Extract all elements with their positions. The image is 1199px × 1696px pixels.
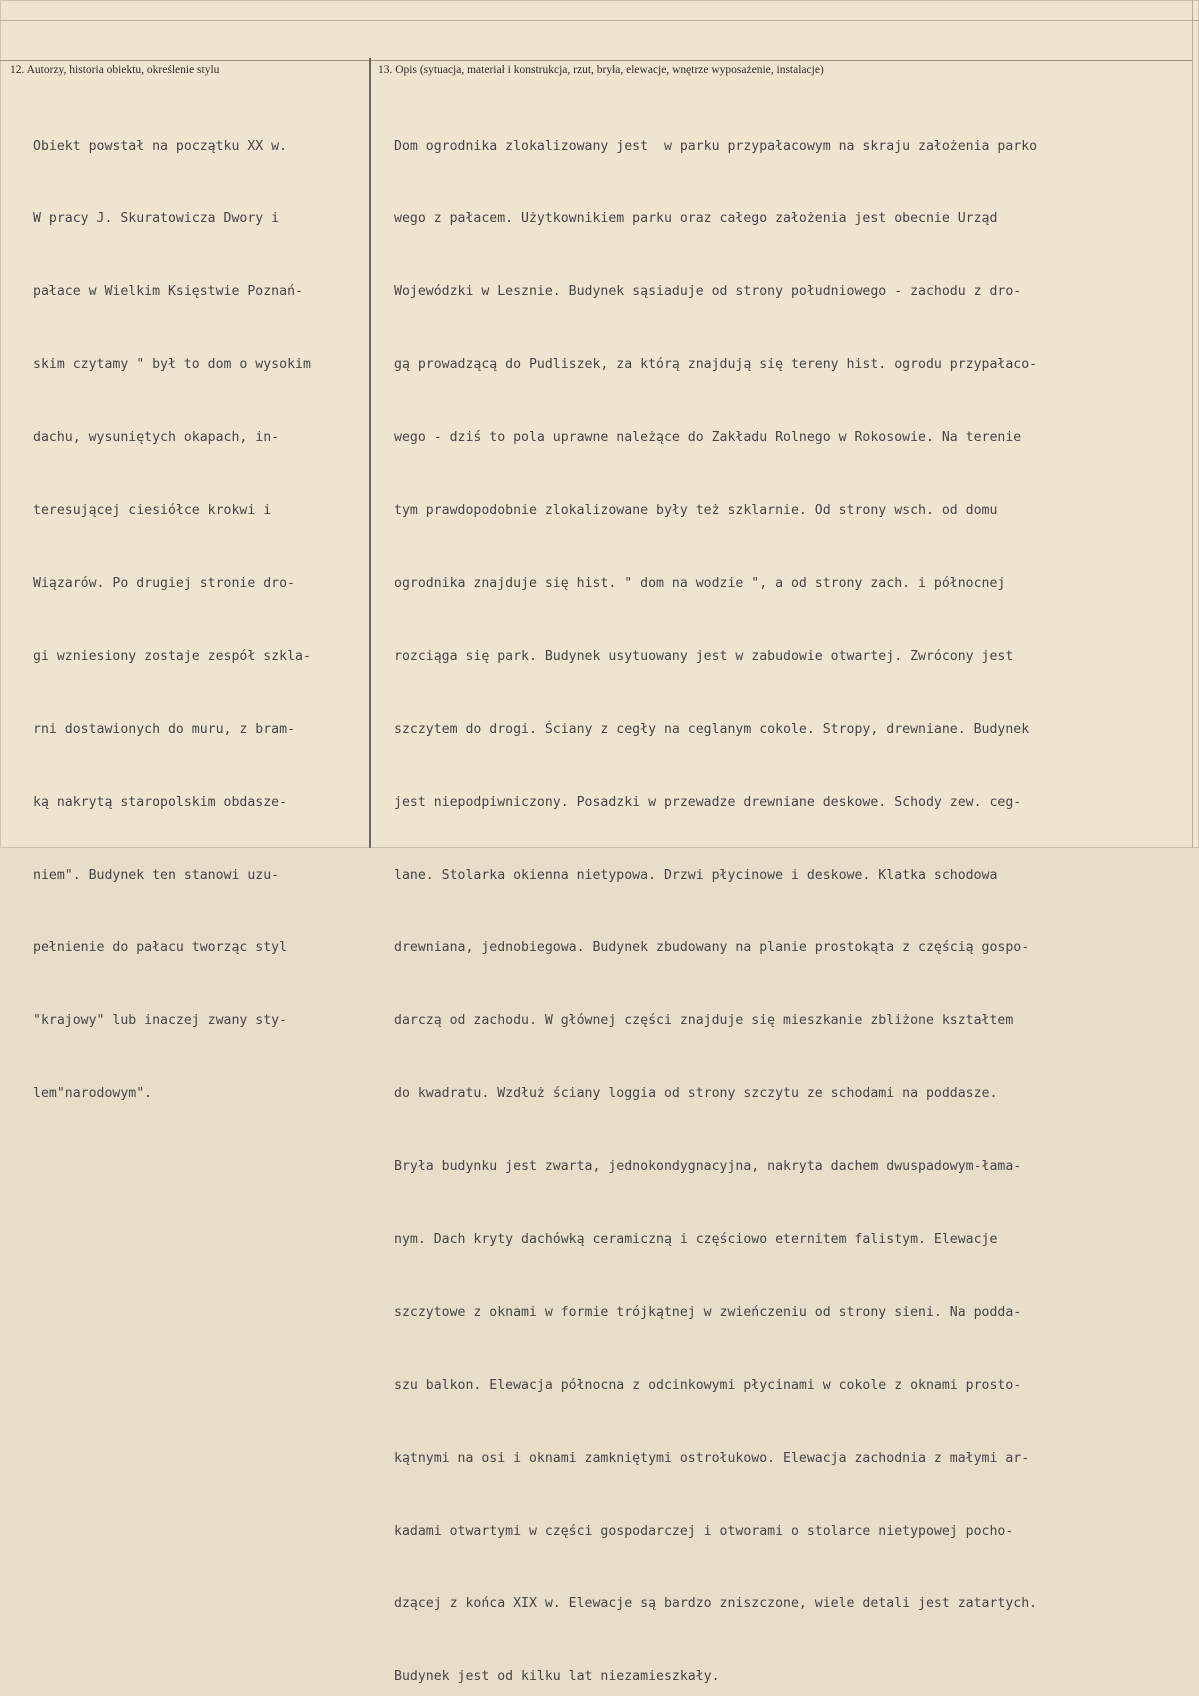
text-line: szczytowe z oknami w formie trójkątnej w zwieńczeniu od strony sieni. Na podda- [394, 1304, 1022, 1320]
text-line: kątnymi na osi i oknami zamkniętymi ostrołukowo. Elewacja zachodnia z małymi ar- [394, 1450, 1030, 1466]
text-line: wego z pałacem. Użytkownikiem parku oraz całego założenia jest obecnie Urząd [394, 211, 998, 227]
text-line: jest niepodpiwniczony. Posadzki w przewadze drewniane deskowe. Schody zew. ceg- [394, 794, 1022, 810]
text-line: Wiązarów. Po drugiej stronie dro- [33, 575, 296, 591]
column-divider [369, 58, 371, 848]
text-line: Dom ogrodnika zlokalizowany jest w parku przypałacowym na skraju założenia parko [394, 138, 1038, 154]
text-line: szu balkon. Elewacja północna z odcinkowymi płycinami w cokole z oknami prosto- [394, 1377, 1022, 1393]
text-line: szczytem do drogi. Ściany z cegły na ceglanym cokole. Stropy, drewniane. Budynek [394, 721, 1030, 737]
text-line: lem"narodowym". [33, 1086, 153, 1102]
text-line: "krajowy" lub inaczej zwany sty- [33, 1013, 288, 1029]
text-line: dzącej z końca XIX w. Elewacje są bardzo zniszczone, wiele detali jest zatartych. [394, 1596, 1038, 1612]
text-line: ogrodnika znajduje się hist. " dom na wodzie ", a od strony zach. i północnej [394, 575, 1006, 591]
text-line: pałace w Wielkim Księstwie Poznań- [33, 284, 303, 300]
section-12-text [33, 86, 368, 1155]
text-line: Bryła budynku jest zwarta, jednokondygnacyjna, nakryta dachem dwuspadowym-łama- [394, 1159, 1022, 1175]
text-line: nym. Dach kryty dachówką ceramiczną i częściowo eternitem falistym. Elewacje [394, 1231, 998, 1247]
text-line: rozciąga się park. Budynek usytuowany jest w zabudowie otwartej. Zwrócony jest [394, 648, 1014, 664]
text-line: kadami otwartymi w części gospodarczej i otworami o stolarce nietypowej pocho- [394, 1523, 1014, 1539]
text-line: do kwadratu. Wzdłuż ściany loggia od strony szczytu ze schodami na poddasze. [394, 1086, 998, 1102]
text-line: dachu, wysuniętych okapach, in- [33, 430, 280, 446]
section-12-heading: 12. Autorzy, historia obiektu, określenie stylu [10, 64, 220, 76]
text-line: Wojewódzki w Lesznie. Budynek sąsiaduje od strony południowego - zachodu z dro- [394, 284, 1022, 300]
text-line: ką nakrytą staropolskim obdasze- [33, 794, 288, 810]
text-line: rni dostawionych do muru, z bram- [33, 721, 296, 737]
text-line: gą prowadzącą do Pudliszek, za którą znajdują się tereny hist. ogrodu przypałaco- [394, 357, 1038, 373]
top-border [0, 0, 1199, 21]
text-line: tym prawdopodobnie zlokalizowane były też szklarnie. Od strony wsch. od domu [394, 503, 998, 519]
section-13-text [394, 86, 1194, 1696]
text-line: Obiekt powstał na początku XX w. [33, 138, 288, 154]
header-rule [0, 60, 1192, 61]
section-13-heading: 13. Opis (sytuacja, materiał i konstrukcja, rzut, bryła, elewacje, wnętrze wyposażenie, instalacje) [378, 64, 824, 76]
text-line: W pracy J. Skuratowicza Dwory i [33, 211, 280, 227]
text-line: skim czytamy " był to dom o wysokim [33, 357, 311, 373]
text-line: niem". Budynek ten stanowi uzu- [33, 867, 280, 883]
text-line: darczą od zachodu. W głównej części znajduje się mieszkanie zbliżone kształtem [394, 1013, 1014, 1029]
text-line: drewniana, jednobiegowa. Budynek zbudowany na planie prostokąta z częścią gospo- [394, 940, 1030, 956]
text-line: lane. Stolarka okienna nietypowa. Drzwi płycinowe i deskowe. Klatka schodowa [394, 867, 998, 883]
text-line: gi wzniesiony zostaje zespół szkla- [33, 648, 311, 664]
text-line: Budynek jest od kilku lat niezamieszkały. [394, 1669, 720, 1685]
text-line: wego - dziś to pola uprawne należące do Zakładu Rolnego w Rokosowie. Na terenie [394, 430, 1022, 446]
text-line: pełnienie do pałacu tworząc styl [33, 940, 288, 956]
text-line: teresującej ciesiółce krokwi i [33, 503, 272, 519]
